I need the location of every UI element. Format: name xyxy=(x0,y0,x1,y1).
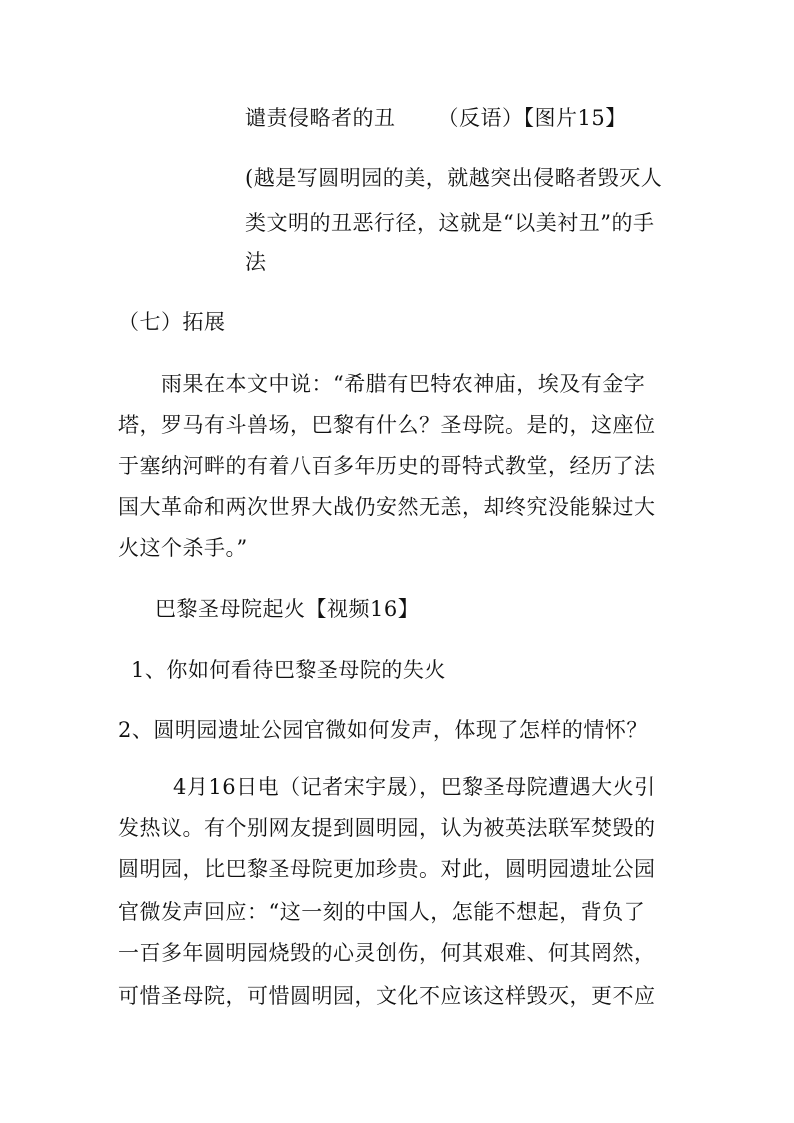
news-line: 可惜圣母院，可惜圆明园，文化不应该这样毁灭，更不应 xyxy=(118,984,656,1008)
quote-line: 塔，罗马有斗兽场，巴黎有什么？圣母院。是的，这座位 xyxy=(118,413,656,437)
text-explanation-line-3: 法 xyxy=(245,250,267,274)
quote-line: 火这个杀手。” xyxy=(118,536,248,560)
text-explanation-line-1: (越是写圆明园的美，就越突出侵略者毁灭人 xyxy=(245,166,663,190)
news-line: 圆明园，比巴黎圣母院更加珍贵。对此，圆明园遗址公园 xyxy=(118,857,656,881)
news-line: 一百多年圆明园烧毁的心灵创伤，何其艰难、何其罔然， xyxy=(118,941,656,965)
quote-line: 雨果在本文中说：“希腊有巴特农神庙，埃及有金字 xyxy=(161,372,646,396)
section-heading: （七）拓展 xyxy=(118,310,226,334)
question-1: 1、你如何看待巴黎圣母院的失火 xyxy=(131,658,446,682)
news-line: 官微发声回应：“这一刻的中国人，怎能不想起，背负了 xyxy=(118,900,646,924)
video-label: 巴黎圣母院起火【视频16】 xyxy=(155,597,420,621)
quote-line: 国大革命和两次世界大战仍安然无恙，却终究没能躲过大 xyxy=(118,495,656,519)
text-condemn: 谴责侵略者的丑 xyxy=(245,106,396,130)
news-line: 发热议。有个别网友提到圆明园，认为被英法联军焚毁的 xyxy=(118,816,656,840)
text-explanation-line-2: 类文明的丑恶行径，这就是“以美衬丑”的手 xyxy=(245,211,655,235)
news-line: 4月16日电（记者宋宇晟），巴黎圣母院遭遇大火引 xyxy=(173,775,656,799)
text-line-condemn xyxy=(245,103,627,133)
text-irony-image-ref: （反语）【图片15】 xyxy=(437,106,627,130)
quote-line: 于塞纳河畔的有着八百多年历史的哥特式教堂，经历了法 xyxy=(118,454,656,478)
question-2: 2、圆明园遗址公园官微如何发声，体现了怎样的情怀？ xyxy=(118,718,648,742)
